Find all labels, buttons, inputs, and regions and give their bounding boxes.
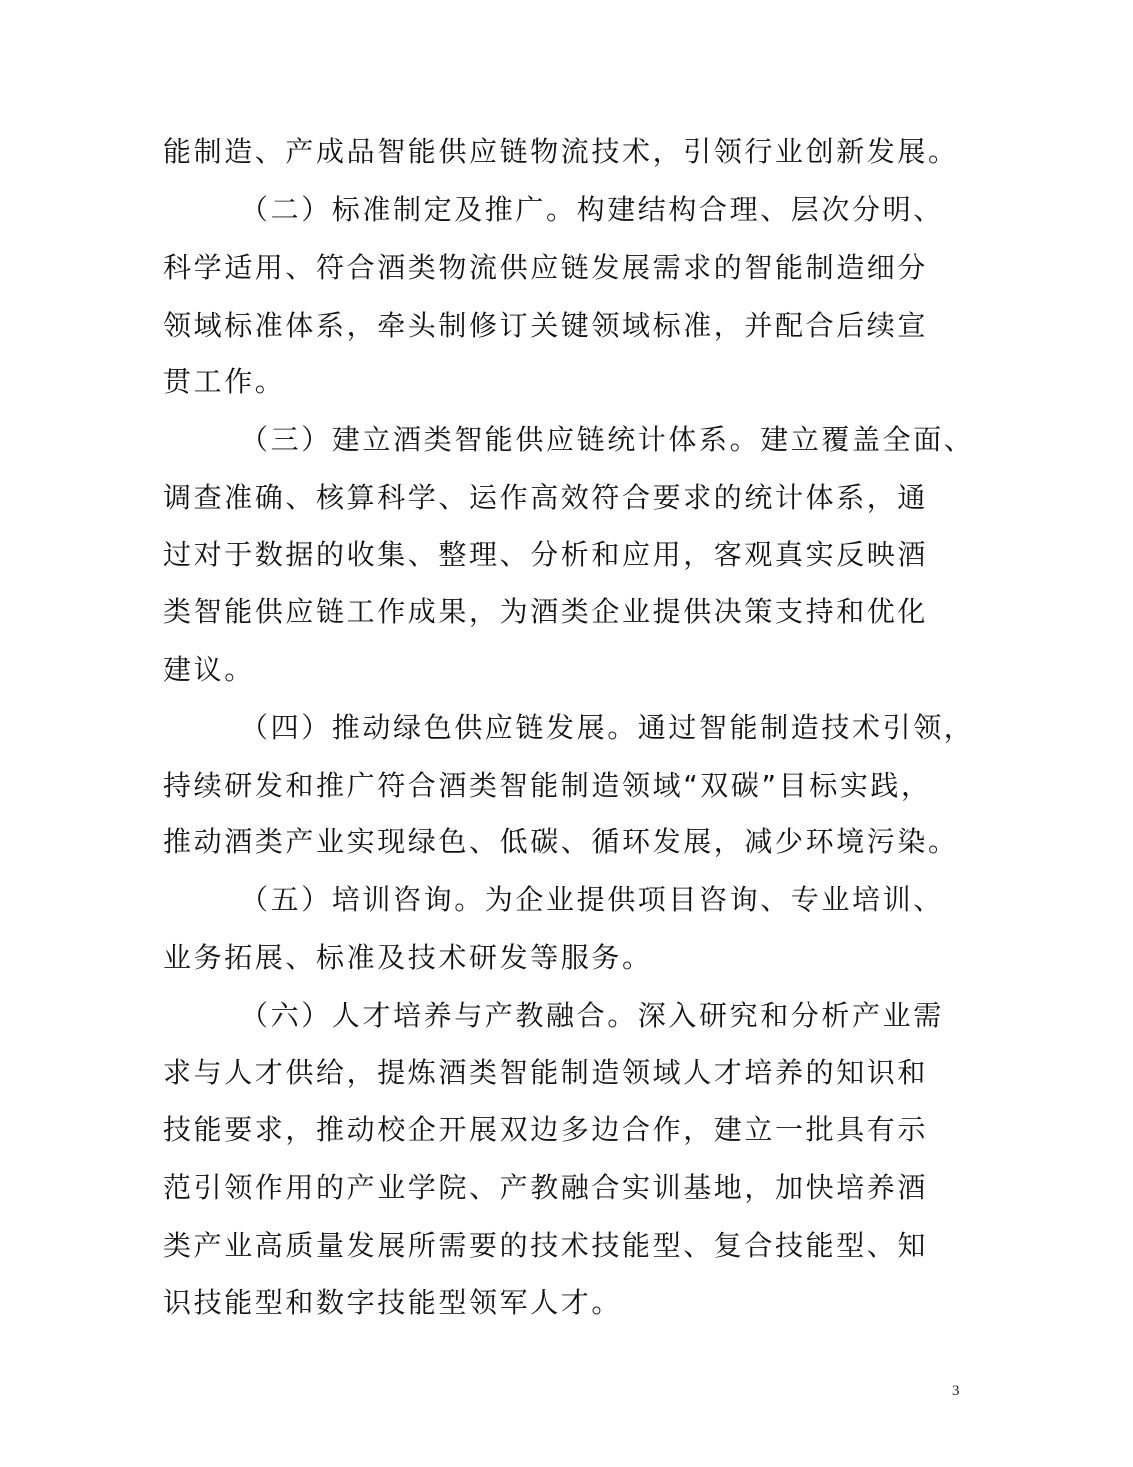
text-line: 技能要求，推动校企开展双边多边合作，建立一批具有示 [163, 1113, 929, 1146]
text-line: 贯工作。 [163, 365, 286, 398]
text-line: 范引领作用的产业学院、产教融合实训基地，加快培养酒 [163, 1171, 929, 1204]
text-line: 业务拓展、标准及技术研发等服务。 [163, 941, 653, 974]
section-heading-line: （四）推动绿色供应链发展。通过智能制造技术引领， [240, 711, 975, 744]
text-line: 类智能供应链工作成果，为酒类企业提供决策支持和优化 [163, 595, 929, 628]
text-line: 持续研发和推广符合酒类智能制造领域“双碳”目标实践， [163, 769, 932, 802]
text-line: 科学适用、符合酒类物流供应链发展需求的智能制造细分 [163, 251, 929, 284]
text-line: 调查准确、核算科学、运作高效符合要求的统计体系，通 [163, 481, 929, 514]
section-heading-line: （二）标准制定及推广。构建结构合理、层次分明、 [240, 193, 944, 226]
text-line: 建议。 [163, 653, 255, 686]
text-line: 领域标准体系，牵头制修订关键领域标准，并配合后续宣 [163, 309, 929, 342]
text-line: 过对于数据的收集、整理、分析和应用，客观真实反映酒 [163, 538, 929, 571]
section-heading-line: （五）培训咨询。为企业提供项目咨询、专业培训、 [240, 883, 944, 916]
text-line: 求与人才供给，提炼酒类智能制造领域人才培养的知识和 [163, 1056, 929, 1089]
page-number: 3 [952, 1383, 960, 1399]
text-line: 识技能型和数字技能型领军人才。 [163, 1286, 623, 1319]
section-heading-line: （六）人才培养与产教融合。深入研究和分析产业需 [240, 999, 944, 1032]
text-line: 类产业高质量发展所需要的技术技能型、复合技能型、知 [163, 1229, 929, 1262]
text-line: 推动酒类产业实现绿色、低碳、循环发展，减少环境污染。 [163, 825, 959, 858]
text-line: 能制造、产成品智能供应链物流技术，引领行业创新发展。 [163, 135, 959, 168]
section-heading-line: （三）建立酒类智能供应链统计体系。建立覆盖全面、 [240, 423, 975, 456]
